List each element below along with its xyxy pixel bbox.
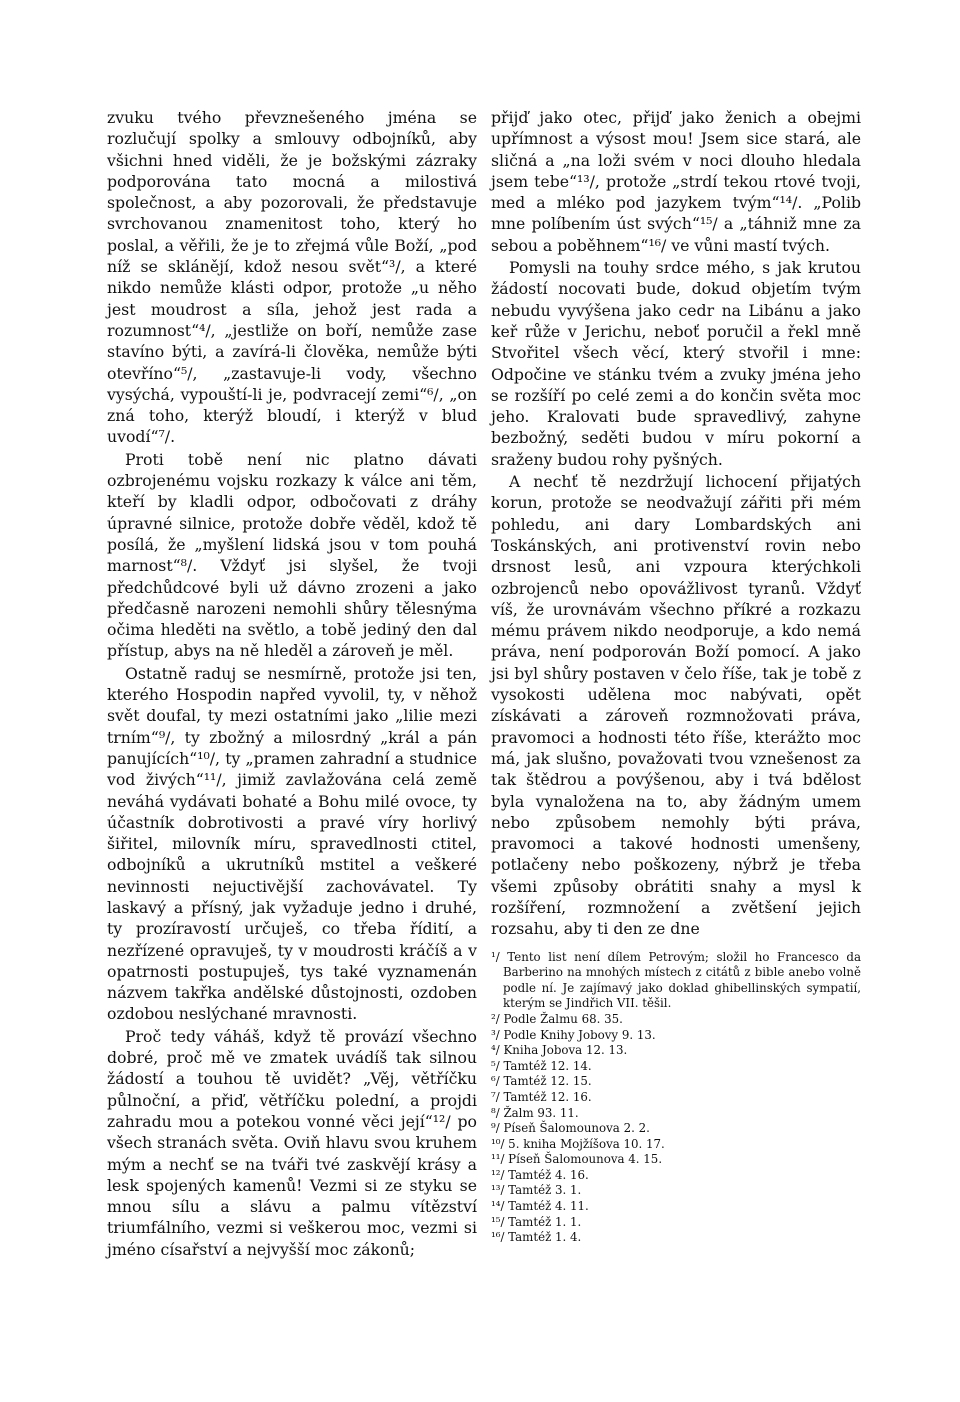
footnote: ¹³/ Tamtéž 3. 1.	[491, 1183, 582, 1198]
paragraph: přijď jako otec, přijď jako ženich a obejmi upřímnost a výsost mou! Jsem sice stará, ale sličná a „na loži svém v noci dlouho hledala jsem tebe“¹³/, protože „strdí tekou rtové tvoji, med a mléko pod jazykem tvým“¹⁴/. „Polib mne políbením úst svých“¹⁵/ a „táhniž mne za sebou a poběhnem“¹⁶/ ve vůni mastí tvých.	[491, 108, 861, 255]
footnote: ⁶/ Tamtéž 12. 15.	[491, 1074, 592, 1089]
footnote: ⁷/ Tamtéž 12. 16.	[491, 1089, 592, 1104]
left-text-column	[107, 107, 477, 1260]
footnote: ²/ Podle Žalmu 68. 35.	[491, 1011, 623, 1026]
paragraph: Pomysli na touhy srdce mého, s jak krutou žádostí nocovati bude, dokud objetím tvým nebudu vyvýšena jako cedr na Libánu a jako keř růže v Jerichu, neboť poručil a řekl mně Stvořitel všech věcí, který stvořil i mne: Odpočine ve stánku tvém a zvuky jména jeho se rozšíří po celé zemi a do končin světa moc jeho. Kralovati bude spravedlivý, zahyne bezbožný, seděti budou v míru pokorní a sraženy budou rohy pyšných.	[491, 258, 861, 469]
paragraph: Proti tobě není nic platno dávati ozbrojenému vojsku rozkazy k válce ani těm, kteří by kladli odpor, odbočovati z dráhy úpravné silnice, protože dobře věděl, kdož tě posílá, že „myšlení lidská jsou v tom pouhá marnost“⁸/. Vždyť jsi slyšel, že tvoji předchůdcové byli už dávno zrozeni a jako předčasně narozeni nemohli shůry tělesnýma očima hleděti na světlo, a tobě jediný den dal přístup, abys na ně hleděl a zároveň je měl.	[107, 449, 477, 661]
footnote: ⁸/ Žalm 93. 11.	[491, 1105, 579, 1120]
footnote: ¹/ Tento list není dílem Petrovým; složil ho Francesco da Barberino na mnohých místech z citátů z bible anebo volně podle ní. Je zajímavý jako doklad ghibellinských sympatií, kterým se Jindřich VII. těšil.	[491, 949, 861, 1011]
paragraph: zvuku tvého převznešeného jména se rozlučují spolky a smlouvy odbojníků, aby všichni hned viděli, že je božskými zázraky podporována tato mocná a milostivá společnost, a aby pozorovali, že představuje svrchovanou znamenitost toho, který ho poslal, a věřili, že je to zřejmá vůle Boží, „pod níž se sklánějí, kdož nesou svět“³/, a které nikdo nemůže klásti odpor, protože „u něho jest moudrost a síla, jehož jest rada a rozumnost“⁴/, „jestliže on boří, nemůže zase stavíno býti, a zavírá-li člověka, nemůže býti otevříno“⁵/, „zastavuje-li vody, všechno vysýchá, vypouští-li je, podvracejí zemi“⁶/, „on zná toho, kterýž bloudí, i kterýž v blud uvodí“⁷/.	[107, 108, 477, 447]
footnote: ¹⁵/ Tamtéž 1. 1.	[491, 1214, 582, 1229]
footnotes	[491, 950, 861, 1246]
right-text-column	[491, 107, 861, 1246]
footnote: ³/ Podle Knihy Jobovy 9. 13.	[491, 1027, 656, 1042]
paragraph: A nechť tě nezdržují lichocení přijatých korun, protože se neodvažují zářiti při mém pohledu, ani dary Lombardských ani Toskánských, ani protivenství rovin nebo drsnost lesů, ani vzpoura kterýchkoli ozbrojenců nebo opovážlivost tyranů. Vždyť víš, že urovnávám všechno příkré a rozkazu mému právem nikdo neodporuje, a kdo nemá práva, není podporován Boží pomocí. A jako jsi byl shůry postaven v čelo říše, tak je tobě z vysokosti udělena moc nabývati, opět získávati a zároveň rozmnožovati práva, pravomoci a hodnosti této říše, kterážto moc má, jak slušno, považovati tvou vznešenost za tak štědrou a povýšenou, aby i tvá bdělost byla vynaložena na to, aby žádným umem nebo způsobem nemohly býti práva, pravomoci a takové hodnosti umenšeny, potlačeny nebo poškozeny, nýbrž je třeba všemi způsoby obrátiti snahy a mysl k rozšíření, rozmnožení a zvětšení jejich rozsahu, aby ti den ze dne	[491, 472, 861, 939]
footnote: ¹²/ Tamtéž 4. 16.	[491, 1167, 589, 1182]
footnote: ⁴/ Kniha Jobova 12. 13.	[491, 1043, 628, 1058]
footnote: ¹¹/ Píseň Šalomounova 4. 15.	[491, 1152, 663, 1167]
paragraph: Ostatně raduj se nesmírně, protože jsi ten, kterého Hospodin napřed vyvolil, ty, v něhož svět doufal, ty mezi ostatními jako „lilie mezi trním“⁹/, ty zbožný a milosrdný „král a pán panujících“¹⁰/, ty „pramen zahradní a studnice vod živých“¹¹/, jimiž zavlažována celá země neváhá vydávati bohaté a Bohu milé ovoce, ty účastník dobrotivosti a pravé víry horlivý šiřitel, milovník míru, spravedlnosti ctitel, odbojníků a ukrutníků mstitel a veškeré nevinnosti nejuctivější zachovávatel. Ty laskavý a přísný, jak vyžaduje jedno i druhé, ty prozíravostí určuješ, co třeba řídití, a nezřízené opravuješ, ty v moudrosti kráčíš a v opatrnosti postupuješ, tys také vyznamenán názvem takřka andělské důstojnosti, ozdoben ozdobou neslýchané mravnosti.	[107, 663, 477, 1024]
footnote: ¹⁰/ 5. kniha Mojžíšova 10. 17.	[491, 1136, 665, 1151]
footnote: ¹⁶/ Tamtéž 1. 4.	[491, 1230, 582, 1245]
footnote: ¹⁴/ Tamtéž 4. 11.	[491, 1199, 589, 1214]
paragraph: Proč tedy váháš, když tě provází všechno dobré, proč mě ve zmatek uvádíš tak silnou žádostí a touhou tě uvidět? „Věj, větříčku půlnoční, a přiď, větříčku polední, a projdi zahradu mou a potekou vonné věci její“¹²/ po všech stranách světa. Oviň hlavu svou kruhem mým a nechť se na tváři tvé zaskvějí krásy a lesk spojených kamenů! Vezmi si ze styku se mnou sílu a slávu a palmu vítězství triumfálního, vezmi si veškerou moc, vezmi si jméno císařství a nejvyšší moc zákonů;	[107, 1026, 477, 1259]
footnote: ⁵/ Tamtéž 12. 14.	[491, 1058, 592, 1073]
footnote: ⁹/ Píseň Šalomounova 2. 2.	[491, 1121, 650, 1136]
